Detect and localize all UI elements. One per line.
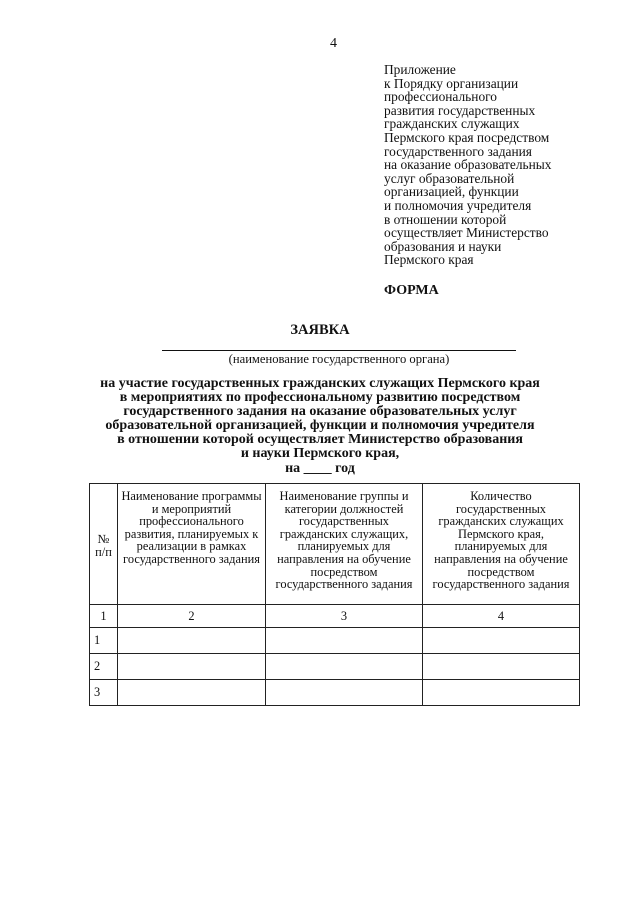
group-cell — [266, 654, 423, 680]
appendix-line: в отношении которой — [384, 211, 507, 227]
org-name-line — [162, 350, 516, 351]
count-cell — [423, 680, 580, 706]
subject-line: на участие государственных гражданских служащих Пермского края — [100, 376, 540, 391]
appendix-line: услуг образовательной — [384, 170, 515, 186]
table-row — [90, 680, 580, 706]
subject-line: в отношении которой осуществляет Министерство образования — [117, 432, 523, 447]
table-row — [90, 654, 580, 680]
appendix-line: гражданских служащих — [384, 116, 520, 132]
table-row — [90, 628, 580, 654]
column-number: 2 — [118, 605, 266, 628]
appendix-line: к Порядку организации — [384, 75, 519, 91]
appendix-line: Пермского края — [384, 252, 474, 268]
appendix-note — [384, 63, 624, 267]
count-cell — [423, 628, 580, 654]
column-number: 4 — [423, 605, 580, 628]
appendix-line: государственного задания — [384, 143, 532, 159]
document-title: ЗАЯВКА — [290, 322, 350, 338]
subject-line: и науки Пермского края, — [240, 446, 400, 461]
row-number: 2 — [90, 654, 118, 680]
appendix-line: образования и науки — [384, 238, 502, 254]
year-line: на ____ год — [285, 461, 355, 476]
request-subject — [0, 377, 640, 476]
column-number: 1 — [90, 605, 118, 628]
appendix-line: и полномочия учредителя — [384, 197, 532, 213]
row-number: 1 — [90, 628, 118, 654]
request-table — [89, 483, 580, 706]
appendix-line: организацией, функции — [384, 184, 519, 200]
appendix-line: Пермского края посредством — [384, 129, 550, 145]
header-number: № п/п — [90, 484, 118, 605]
appendix-line: на оказание образовательных — [384, 157, 552, 173]
program-cell — [118, 680, 266, 706]
subject-line: образовательной организацией, функции и полномочия учредителя — [105, 418, 535, 433]
column-number: 3 — [266, 605, 423, 628]
table-header-row — [90, 484, 580, 605]
header-count: Количество государственных гражданских служащих Пермского края, планируемых для направления на обучение посредством государственного задания — [423, 484, 580, 605]
org-name-caption: (наименование государственного органа) — [228, 352, 450, 366]
appendix-line: развития государственных — [384, 102, 536, 118]
subject-line: в мероприятиях по профессиональному развитию посредством — [119, 390, 521, 405]
group-cell — [266, 680, 423, 706]
appendix-line: Приложение — [384, 62, 456, 77]
header-program: Наименование программы и мероприятий профессионального развития, планируемых к реализации в рамках государственного задания — [118, 484, 266, 605]
subject-line: государственного задания на оказание образовательных услуг — [123, 404, 517, 419]
page-number: 4 — [330, 36, 337, 51]
appendix-line: профессионального — [384, 89, 497, 105]
form-label: ФОРМА — [384, 283, 439, 298]
column-numbers-row — [90, 605, 580, 628]
program-cell — [118, 654, 266, 680]
row-number: 3 — [90, 680, 118, 706]
group-cell — [266, 628, 423, 654]
header-group: Наименование группы и категории должностей государственных гражданских служащих, планируемых для направления на обучение посредством государственного задания — [266, 484, 423, 605]
program-cell — [118, 628, 266, 654]
appendix-line: осуществляет Министерство — [384, 225, 549, 241]
count-cell — [423, 654, 580, 680]
